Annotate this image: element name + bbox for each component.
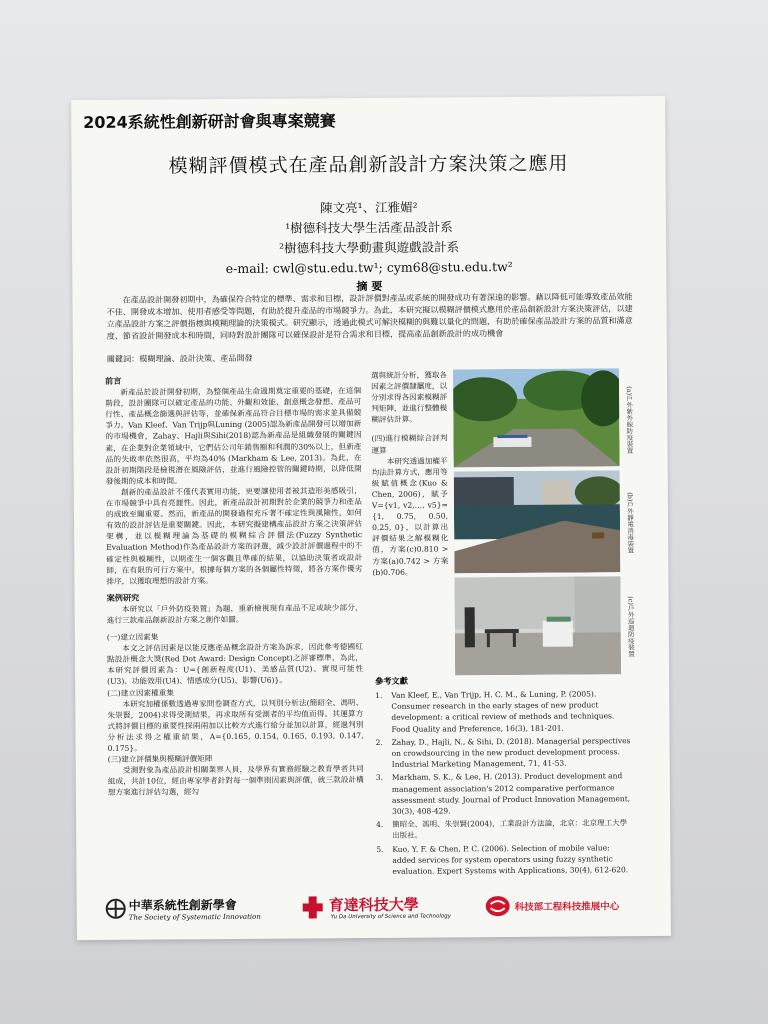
logo-university-en: Yu Da University of Science and Technology (330, 913, 452, 921)
university-emblem-icon (301, 894, 325, 920)
reference-item (376, 817, 634, 841)
case-paragraph: 本研究以「戶外防疫裝置」為題，重新檢視現有產品不足或缺少部分，進行三款產品創新設計方案之創作如圖。 (106, 602, 363, 625)
case-heading: 案例研究 (106, 592, 140, 603)
references-heading: 參考文獻 (375, 675, 408, 686)
figure-b-photo (454, 470, 621, 573)
step3-heading: (三)建立評價集與模糊評價矩陣 (107, 754, 213, 764)
figure-b-caption: (b)戶外靜電消毒裝置 (625, 492, 635, 554)
reference-text: Van Kleef, E., Van Trijp, H. C. M., & Luning, P. (2005). Consumer research in the early stages of new product development: a critical review of methods and techniques. Food Quality and Preference, 16(3), 181-201. (391, 689, 615, 734)
reference-text: Zahay, D., Hajli, N., & Sihi, D. (2018). Managerial perspectives on crowdsourcing in the new product development process. Industrial Marketing Management, 71, 41-53. (391, 736, 631, 770)
reference-item (375, 688, 633, 735)
emails: e-mail: cwl@stu.edu.tw¹; cym68@stu.edu.tw² (225, 259, 513, 277)
abstract-heading: 摘 要 (356, 279, 383, 294)
poster (71, 96, 671, 940)
reference-number: 1. (375, 690, 383, 700)
step4-heading: (四)進行模糊綜合評判運算 (371, 433, 448, 455)
logo-society-zh: 中華系統性創新學會 (128, 897, 237, 913)
reference-number: 4. (376, 820, 384, 830)
step3-body: 受測對象為產品設計相關業界人員，及學界有實務經驗之教育學者共同組成，共計10位，經由專家學者針對每一個準則因素與評價，就三款設計構想方案進行評估勾選，經勾 (107, 764, 364, 798)
reference-item (376, 735, 634, 770)
left-column (105, 370, 364, 798)
reference-number: 3. (375, 773, 384, 783)
logo-society-en: The Society of Systematic Innovation (128, 912, 261, 922)
step4-body: 本研究透過加權平均法計算方式，應用等級賦值概念(Kuo & Chen, 2006)，賦予V={v1, v2,…, v5}={1, 0.75, 0.50, 0.25, 0}，以計算出評價結果之解模糊化值，方案(c)0.810 > 方案(a)0.742 > 方案(b)0.706。 (371, 456, 449, 577)
affiliation-1: ¹樹德科技大學生活產品設計系 (285, 219, 453, 236)
step1-body: 本文之評估因素是以能反應產品概念設計方案為訴求，因此參考德國紅點設計概念大獎(Red Dot Award: Design Concept)之評審標準，為此，本研究評價因素為：U={創新程度(U1)、美感品質(U2)、實現可能性(U3)、功能效用(U4)、情感成分(U5)、影響(U6)}。 (106, 642, 364, 687)
middle-column (371, 369, 448, 577)
event-title: 2024系統性創新研討會與專案競賽 (83, 111, 336, 132)
affiliation-2: ²樹德科技大學動畫與遊戲設計系 (279, 239, 460, 256)
center-emblem-icon (485, 895, 511, 917)
reference-text: Markham, S. K., & Lee, H. (2013). Product development and management association's 2012 comparative performance assessment study. Journal of Product Innovation Management, 30(3), 408-429. (391, 771, 631, 816)
figure-a-caption: (a)戶外紫外線防疫裝置 (625, 386, 634, 454)
step2-body: 本研究加權係數透過專家問卷調查方式，以判別分析法(簡昭全、馮明、朱崇賢，2004)求得受測結果，再求取所有受測者的平均值而得。其運算方式將評價目標的重要性採兩兩加以比較方式進行給分並加以計算，經過判別分析法求得之權重結果，A={0.165, 0.154, 0.165, 0.193, 0.147, 0.175}。 (107, 697, 364, 753)
keywords: 關鍵詞：模糊理論、設計決策、產品開發 (106, 352, 253, 364)
reference-text: 簡昭全、馮明、朱崇賢(2004)，工業設計方法論，北京：北京理工大學出版社。 (392, 818, 628, 841)
reference-item (376, 771, 634, 818)
middle-continuation: 選與統計分析，獲取各因素之評價隸屬度，以分別求得各因素模糊評判矩陣，並進行整體模糊評估計算。 (370, 370, 448, 425)
figure-c-photo (454, 576, 621, 675)
intro-paragraph-1: 新產品於設計開發初期，為整個產品生命週期奠定重要的基礎，在這個階段，設計團隊可以確定產品的功能、外觀和效能、創意概念發想、產品可行性、產品概念篩選與評估等，並確保新產品符合目標市場的需求並具備競爭力。Van Kleef、Van Trijp與Luning (2005)認為新產品開發可以增加新的市場機會，Zahay、Hajli與Sihi(2018)認為新產品是組織發展的關鍵因素，在企業對企業領域中，它們佔公司年銷售額和利潤的30%以上，但新產品的失敗率依然很高，平均為40% (Markham & Lee, 2013)。為此，在設計初期階段是檢視潛在風險評估，並進行風險控管的關鍵時期，以降低開發後期的成本和時間。 (105, 386, 362, 486)
reference-item (376, 842, 634, 877)
step1-heading: (一)建立因素集 (106, 632, 159, 642)
intro-paragraph-2: 創新的產品設計不僅代表實用功能，更要讓使用者被其造形美感吸引，在市場競爭中具有亮麗性。因此，新產品設計初期對於企業的競爭力和產品的成敗至關重要。然而，新產品的開發過程充斥著不確定性與風險性，如何有效的設計評估是重要關鍵。因此，本研究擬建構產品設計方案之決策評估架構，並以模糊理論為基礎的模糊綜合評價法(Fuzzy Synthetic Evaluation Method)作為產品設計方案的評選，減少設計評價過程中的不確定性與模糊性，以期產生一個客觀且準確的結果，以協助決策者或設計師，在有限的可行方案中，根據每個方案的各個屬性特徵，將各方案作優劣排序，以獲取理想的設計方案。 (105, 486, 363, 586)
reference-number: 5. (376, 844, 384, 854)
references-list (375, 688, 634, 879)
intro-heading: 前言 (105, 375, 122, 386)
step2-heading: (二)建立因素權重集 (107, 687, 174, 698)
logo-university-zh: 育達科技大學 (328, 895, 419, 915)
footer (77, 888, 671, 938)
paper-title: 模糊評價模式在產品創新設計方案決策之應用 (168, 152, 569, 178)
author-block (72, 196, 667, 280)
abstract-body: 在產品設計開發初期中，為確保符合特定的標準、需求和目標，設計評價對產品或系統的開發成功有著深遠的影響。藉以降低可能導致產品效能不佳、開發成本增加、使用者感受等問題，有助於提升產品的市場競爭力。為此，本研究擬以模糊評價模式應用於產品創新設計方案決策評估，以建立產品設計方案之評價指標與模糊理論的決策模式。研究顯示，透過此模式可解決模糊的與難以量化的問題，有助於確保產品設計方案的品質和滿意度、節省設計開發成本和時間，同時對設計團隊可以確保設計是符合需求和目標，提高產品創新設計的成功機會 (106, 291, 633, 341)
reference-number: 2. (375, 737, 383, 747)
society-emblem-icon (105, 898, 127, 920)
authors: 陳文亮¹、江雅媚² (320, 199, 418, 216)
figure-a-photo (453, 368, 620, 467)
reference-text: Kuo, Y. F. & Chen, P. C. (2006). Selection of mobile value: added services for system operators using fuzzy synthetic evaluation. Expert Systems with Applications, 30(4), 612-620. (392, 842, 629, 876)
logo-center-zh: 科技部工程科技推展中心 (514, 901, 620, 914)
figure-c-caption: (c)戶外巡迴防疫裝置 (626, 596, 635, 657)
